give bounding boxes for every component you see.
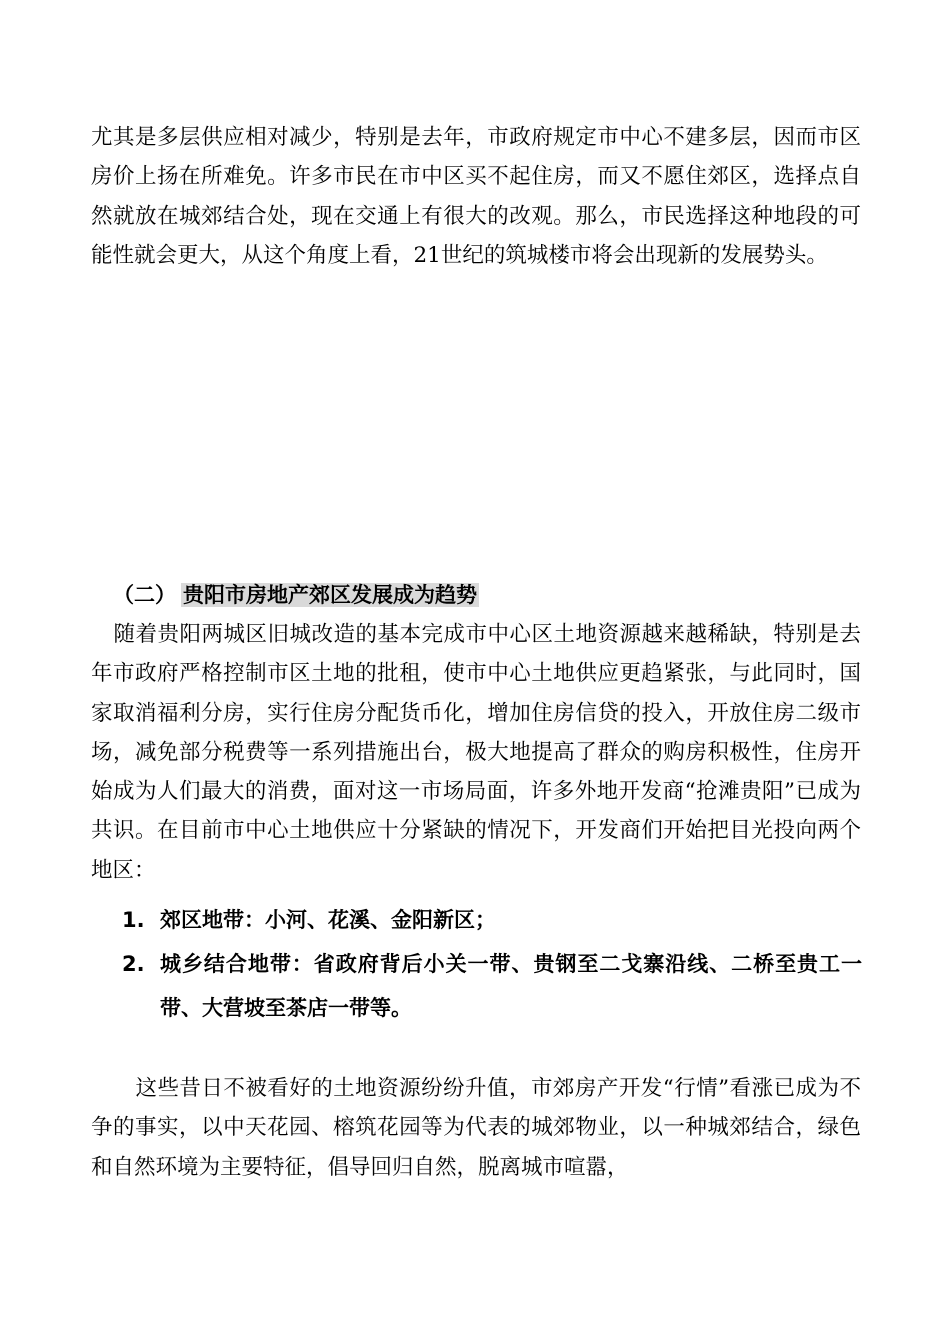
paragraph-3 xyxy=(91,1069,861,1187)
list-marker: 1. xyxy=(122,908,145,932)
list-item-text: 郊区地带：小河、花溪、金阳新区； xyxy=(160,908,496,932)
paragraph-3-text: 这些昔日不被看好的土地资源纷纷升值，市郊房产开发“行情”看涨已成为不争的事实，以中天花园、榕筑花园等为代表的城郊物业，以一种城郊结合，绿色和自然环境为主要特征，倡导回归自然，脱离城市喧嚣， xyxy=(91,1076,861,1180)
list-marker: 2. xyxy=(122,952,145,976)
section-title: 贵阳市房地产郊区发展成为趋势 xyxy=(183,583,477,607)
paragraph-1-text: 尤其是多层供应相对减少，特别是去年，市政府规定市中心不建多层，因而市区房价上扬在所难免。许多市民在市中区买不起住房，而又不愿住郊区，选择点自然就放在城郊结合处，现在交通上有很大的改观。那么，市民选择这种地段的可能性就会更大，从这个角度上看，21世纪的筑城楼市将会出现新的发展势头。 xyxy=(91,125,861,268)
paragraph-2-text: 随着贵阳两城区旧城改造的基本完成市中心区土地资源越来越稀缺，特别是去年市政府严格控制市区土地的批租，使市中心土地供应更趋紧张，与此同时，国家取消福利分房，实行住房分配货币化，增加住房信贷的投入，开放住房二级市场，减免部分税费等一系列措施出台，极大地提高了群众的购房积极性，住房开始成为人们最大的消费，面对这一市场局面，许多外地开发商“抢滩贵阳”已成为共识。在目前市中心土地供应十分紧缺的情况下，开发商们开始把目光投向两个地区： xyxy=(91,622,861,883)
paragraph-1 xyxy=(91,118,861,275)
list-item xyxy=(122,898,862,942)
numbered-list xyxy=(122,898,862,1030)
paragraph-2 xyxy=(91,615,861,890)
section-heading xyxy=(113,575,479,615)
list-item xyxy=(122,942,862,1030)
section-number: （二） xyxy=(113,583,176,607)
list-item-text: 城乡结合地带：省政府背后小关一带、贵钢至二戈寨沿线、二桥至贵工一带、大营坡至茶店一带等。 xyxy=(160,952,862,1020)
